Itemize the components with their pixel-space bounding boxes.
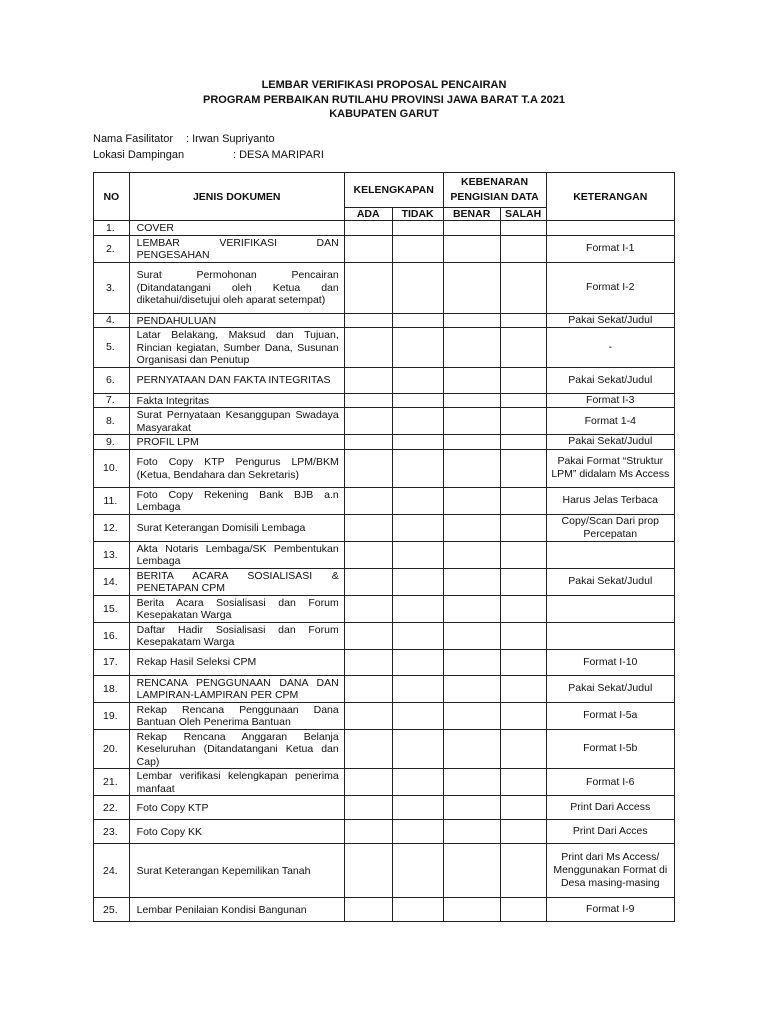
keterangan-note: Harus Jelas Terbaca bbox=[546, 487, 674, 514]
table-row bbox=[94, 393, 675, 408]
col-header-salah: SALAH bbox=[500, 208, 546, 221]
cell-salah bbox=[500, 769, 546, 796]
keterangan-note: Format 1-4 bbox=[546, 408, 674, 435]
document-header bbox=[0, 78, 768, 122]
table-row bbox=[94, 796, 675, 820]
table-row bbox=[94, 769, 675, 796]
cell-ada bbox=[344, 313, 392, 328]
cell-ada bbox=[344, 675, 392, 702]
cell-tidak bbox=[392, 769, 443, 796]
keterangan-note: Format I-2 bbox=[546, 262, 674, 313]
cell-tidak bbox=[392, 796, 443, 820]
row-number: 21. bbox=[94, 769, 130, 796]
document-name: Foto Copy KTP Pengurus LPM/BKM (Ketua, Bendahara dan Sekretaris) bbox=[129, 449, 344, 487]
row-number: 13. bbox=[94, 541, 130, 568]
document-name: Foto Copy Rekening Bank BJB a.n Lembaga bbox=[129, 487, 344, 514]
table-header-row bbox=[94, 173, 675, 208]
row-number: 10. bbox=[94, 449, 130, 487]
table-row bbox=[94, 221, 675, 236]
cell-benar bbox=[443, 262, 500, 313]
cell-benar bbox=[443, 221, 500, 236]
row-number: 11. bbox=[94, 487, 130, 514]
cell-ada bbox=[344, 262, 392, 313]
cell-benar bbox=[443, 235, 500, 262]
cell-benar bbox=[443, 435, 500, 450]
cell-ada bbox=[344, 796, 392, 820]
document-name: Surat Keterangan Kepemilikan Tanah bbox=[129, 844, 344, 898]
keterangan-note: Format I-5b bbox=[546, 729, 674, 769]
row-number: 2. bbox=[94, 235, 130, 262]
cell-benar bbox=[443, 898, 500, 922]
cell-tidak bbox=[392, 235, 443, 262]
cell-benar bbox=[443, 514, 500, 541]
cell-benar bbox=[443, 675, 500, 702]
cell-tidak bbox=[392, 328, 443, 368]
keterangan-note: Pakai Sekat/Judul bbox=[546, 367, 674, 393]
keterangan-note: Format I-9 bbox=[546, 898, 674, 922]
table-row bbox=[94, 487, 675, 514]
cell-tidak bbox=[392, 820, 443, 844]
cell-tidak bbox=[392, 844, 443, 898]
cell-benar bbox=[443, 449, 500, 487]
cell-salah bbox=[500, 221, 546, 236]
cell-ada bbox=[344, 221, 392, 236]
cell-tidak bbox=[392, 729, 443, 769]
cell-salah bbox=[500, 820, 546, 844]
cell-tidak bbox=[392, 568, 443, 595]
document-name: Lembar verifikasi kelengkapan penerima manfaat bbox=[129, 769, 344, 796]
cell-ada bbox=[344, 769, 392, 796]
cell-salah bbox=[500, 435, 546, 450]
document-name: Rekap Rencana Penggunaan Dana Bantuan Oleh Penerima Bantuan bbox=[129, 702, 344, 729]
keterangan-note bbox=[546, 221, 674, 236]
keterangan-note: Copy/Scan Dari prop Percepatan bbox=[546, 514, 674, 541]
cell-ada bbox=[344, 541, 392, 568]
cell-ada bbox=[344, 622, 392, 649]
verification-table bbox=[93, 172, 675, 922]
cell-benar bbox=[443, 568, 500, 595]
cell-ada bbox=[344, 449, 392, 487]
keterangan-note: - bbox=[546, 328, 674, 368]
cell-salah bbox=[500, 675, 546, 702]
cell-benar bbox=[443, 702, 500, 729]
table-row bbox=[94, 367, 675, 393]
cell-ada bbox=[344, 729, 392, 769]
cell-ada bbox=[344, 649, 392, 675]
keterangan-note bbox=[546, 622, 674, 649]
cell-salah bbox=[500, 328, 546, 368]
row-number: 9. bbox=[94, 435, 130, 450]
document-name: Foto Copy KTP bbox=[129, 796, 344, 820]
col-header-ada: ADA bbox=[344, 208, 392, 221]
table-row bbox=[94, 729, 675, 769]
cell-salah bbox=[500, 262, 546, 313]
cell-ada bbox=[344, 844, 392, 898]
table-row bbox=[94, 328, 675, 368]
row-number: 24. bbox=[94, 844, 130, 898]
table-row bbox=[94, 622, 675, 649]
row-number: 23. bbox=[94, 820, 130, 844]
col-header-benar: BENAR bbox=[443, 208, 500, 221]
cell-ada bbox=[344, 367, 392, 393]
table-row bbox=[94, 313, 675, 328]
table-row bbox=[94, 702, 675, 729]
cell-salah bbox=[500, 649, 546, 675]
cell-salah bbox=[500, 393, 546, 408]
table-row bbox=[94, 449, 675, 487]
cell-tidak bbox=[392, 313, 443, 328]
cell-tidak bbox=[392, 487, 443, 514]
header-title-line-1: LEMBAR VERIFIKASI PROPOSAL PENCAIRAN bbox=[261, 79, 507, 91]
cell-salah bbox=[500, 702, 546, 729]
cell-tidak bbox=[392, 408, 443, 435]
col-header-kebenaran-line-1: KEBENARAN bbox=[461, 176, 529, 188]
row-number: 25. bbox=[94, 898, 130, 922]
cell-benar bbox=[443, 595, 500, 622]
table-row bbox=[94, 568, 675, 595]
table-row bbox=[94, 235, 675, 262]
keterangan-note: Print Dari Access bbox=[546, 796, 674, 820]
col-header-tidak: TIDAK bbox=[392, 208, 443, 221]
cell-ada bbox=[344, 408, 392, 435]
facilitator-value: : Irwan Supriyanto bbox=[186, 133, 275, 145]
cell-benar bbox=[443, 769, 500, 796]
cell-ada bbox=[344, 393, 392, 408]
document-name: Rekap Hasil Seleksi CPM bbox=[129, 649, 344, 675]
cell-ada bbox=[344, 487, 392, 514]
table-row bbox=[94, 262, 675, 313]
keterangan-note: Pakai Sekat/Judul bbox=[546, 568, 674, 595]
row-number: 6. bbox=[94, 367, 130, 393]
row-number: 20. bbox=[94, 729, 130, 769]
cell-tidak bbox=[392, 649, 443, 675]
document-name: COVER bbox=[129, 221, 344, 236]
keterangan-note: Format I-6 bbox=[546, 769, 674, 796]
table-row bbox=[94, 898, 675, 922]
cell-tidak bbox=[392, 435, 443, 450]
col-header-kelengkapan: KELENGKAPAN bbox=[344, 173, 443, 208]
keterangan-note: Pakai Sekat/Judul bbox=[546, 313, 674, 328]
row-number: 18. bbox=[94, 675, 130, 702]
cell-benar bbox=[443, 487, 500, 514]
document-name: LEMBAR VERIFIKASI DAN PENGESAHAN bbox=[129, 235, 344, 262]
table-row bbox=[94, 541, 675, 568]
cell-tidak bbox=[392, 449, 443, 487]
keterangan-note: Format I-1 bbox=[546, 235, 674, 262]
table-row bbox=[94, 514, 675, 541]
col-header-kebenaran-line-2: PENGISIAN DATA bbox=[450, 191, 539, 203]
keterangan-note: Pakai Format “Struktur LPM” didalam Ms Access bbox=[546, 449, 674, 487]
cell-ada bbox=[344, 514, 392, 541]
col-header-no: NO bbox=[94, 173, 130, 221]
document-name: PENDAHULUAN bbox=[129, 313, 344, 328]
document-name: Surat Keterangan Domisili Lembaga bbox=[129, 514, 344, 541]
table-row bbox=[94, 595, 675, 622]
row-number: 17. bbox=[94, 649, 130, 675]
keterangan-note: Format I-3 bbox=[546, 393, 674, 408]
col-header-keterangan: KETERANGAN bbox=[546, 173, 674, 221]
cell-salah bbox=[500, 796, 546, 820]
cell-benar bbox=[443, 622, 500, 649]
keterangan-note: Print Dari Acces bbox=[546, 820, 674, 844]
table-row bbox=[94, 675, 675, 702]
row-number: 15. bbox=[94, 595, 130, 622]
cell-tidak bbox=[392, 221, 443, 236]
row-number: 1. bbox=[94, 221, 130, 236]
cell-salah bbox=[500, 408, 546, 435]
row-number: 7. bbox=[94, 393, 130, 408]
table-row bbox=[94, 435, 675, 450]
document-name: Rekap Rencana Anggaran Belanja Keseluruhan (Ditandatangani Ketua dan Cap) bbox=[129, 729, 344, 769]
row-number: 16. bbox=[94, 622, 130, 649]
document-name: Berita Acara Sosialisasi dan Forum Kesepakatan Warga bbox=[129, 595, 344, 622]
cell-ada bbox=[344, 328, 392, 368]
cell-benar bbox=[443, 649, 500, 675]
cell-tidak bbox=[392, 595, 443, 622]
location-label: Lokasi Dampingan bbox=[93, 149, 185, 161]
table-row bbox=[94, 820, 675, 844]
cell-tidak bbox=[392, 702, 443, 729]
cell-salah bbox=[500, 729, 546, 769]
cell-salah bbox=[500, 367, 546, 393]
cell-salah bbox=[500, 313, 546, 328]
cell-tidak bbox=[392, 262, 443, 313]
cell-tidak bbox=[392, 393, 443, 408]
cell-tidak bbox=[392, 541, 443, 568]
table-row bbox=[94, 408, 675, 435]
table-row bbox=[94, 649, 675, 675]
header-title-line-2: PROGRAM PERBAIKAN RUTILAHU PROVINSI JAWA BARAT T.A 2021 bbox=[202, 93, 566, 106]
table-row bbox=[94, 844, 675, 898]
keterangan-note: Pakai Sekat/Judul bbox=[546, 435, 674, 450]
document-name: Surat Pernyataan Kesanggupan Swadaya Masyarakat bbox=[129, 408, 344, 435]
cell-benar bbox=[443, 541, 500, 568]
cell-benar bbox=[443, 844, 500, 898]
row-number: 14. bbox=[94, 568, 130, 595]
facilitator-label: Nama Fasilitator bbox=[93, 133, 174, 145]
document-name: PROFIL LPM bbox=[129, 435, 344, 450]
cell-salah bbox=[500, 898, 546, 922]
cell-benar bbox=[443, 328, 500, 368]
row-number: 5. bbox=[94, 328, 130, 368]
keterangan-note: Print dari Ms Access/ Menggunakan Format di Desa masing-masing bbox=[546, 844, 674, 898]
cell-ada bbox=[344, 595, 392, 622]
document-name: Latar Belakang, Maksud dan Tujuan, Rincian kegiatan, Sumber Dana, Susunan Organisasi dan Penutup bbox=[129, 328, 344, 368]
document-name: PERNYATAAN DAN FAKTA INTEGRITAS bbox=[129, 367, 344, 393]
col-header-kebenaran bbox=[443, 173, 546, 208]
cell-tidak bbox=[392, 514, 443, 541]
row-number: 4. bbox=[94, 313, 130, 328]
cell-tidak bbox=[392, 675, 443, 702]
cell-benar bbox=[443, 408, 500, 435]
keterangan-note bbox=[546, 595, 674, 622]
cell-salah bbox=[500, 449, 546, 487]
cell-salah bbox=[500, 595, 546, 622]
cell-salah bbox=[500, 568, 546, 595]
document-name: Foto Copy KK bbox=[129, 820, 344, 844]
keterangan-note: Format I-10 bbox=[546, 649, 674, 675]
document-name: Daftar Hadir Sosialisasi dan Forum Kesepakatam Warga bbox=[129, 622, 344, 649]
document-name: RENCANA PENGGUNAAN DANA DAN LAMPIRAN-LAMPIRAN PER CPM bbox=[129, 675, 344, 702]
cell-salah bbox=[500, 541, 546, 568]
table-body bbox=[94, 221, 675, 922]
cell-benar bbox=[443, 820, 500, 844]
cell-salah bbox=[500, 514, 546, 541]
keterangan-note: Pakai Sekat/Judul bbox=[546, 675, 674, 702]
row-number: 3. bbox=[94, 262, 130, 313]
cell-ada bbox=[344, 702, 392, 729]
cell-ada bbox=[344, 235, 392, 262]
cell-salah bbox=[500, 487, 546, 514]
row-number: 8. bbox=[94, 408, 130, 435]
cell-ada bbox=[344, 898, 392, 922]
header-title-line-3: KABUPATEN GARUT bbox=[329, 108, 439, 120]
keterangan-note: Format I-5a bbox=[546, 702, 674, 729]
document-name: Akta Notaris Lembaga/SK Pembentukan Lembaga bbox=[129, 541, 344, 568]
cell-ada bbox=[344, 568, 392, 595]
cell-benar bbox=[443, 796, 500, 820]
row-number: 19. bbox=[94, 702, 130, 729]
cell-benar bbox=[443, 313, 500, 328]
cell-benar bbox=[443, 367, 500, 393]
cell-salah bbox=[500, 844, 546, 898]
cell-ada bbox=[344, 820, 392, 844]
document-name: Lembar Penilaian Kondisi Bangunan bbox=[129, 898, 344, 922]
document-name: Surat Permohonan Pencairan (Ditandatangani oleh Ketua dan diketahui/disetujui oleh aparat setempat) bbox=[129, 262, 344, 313]
row-number: 12. bbox=[94, 514, 130, 541]
cell-benar bbox=[443, 393, 500, 408]
row-number: 22. bbox=[94, 796, 130, 820]
cell-benar bbox=[443, 729, 500, 769]
cell-tidak bbox=[392, 898, 443, 922]
document-name: Fakta Integritas bbox=[129, 393, 344, 408]
cell-tidak bbox=[392, 367, 443, 393]
keterangan-note bbox=[546, 541, 674, 568]
col-header-jenis-dokumen: JENIS DOKUMEN bbox=[129, 173, 344, 221]
cell-salah bbox=[500, 622, 546, 649]
cell-tidak bbox=[392, 622, 443, 649]
location-value: : DESA MARIPARI bbox=[233, 149, 324, 161]
cell-salah bbox=[500, 235, 546, 262]
cell-ada bbox=[344, 435, 392, 450]
document-name: BERITA ACARA SOSIALISASI & PENETAPAN CPM bbox=[129, 568, 344, 595]
